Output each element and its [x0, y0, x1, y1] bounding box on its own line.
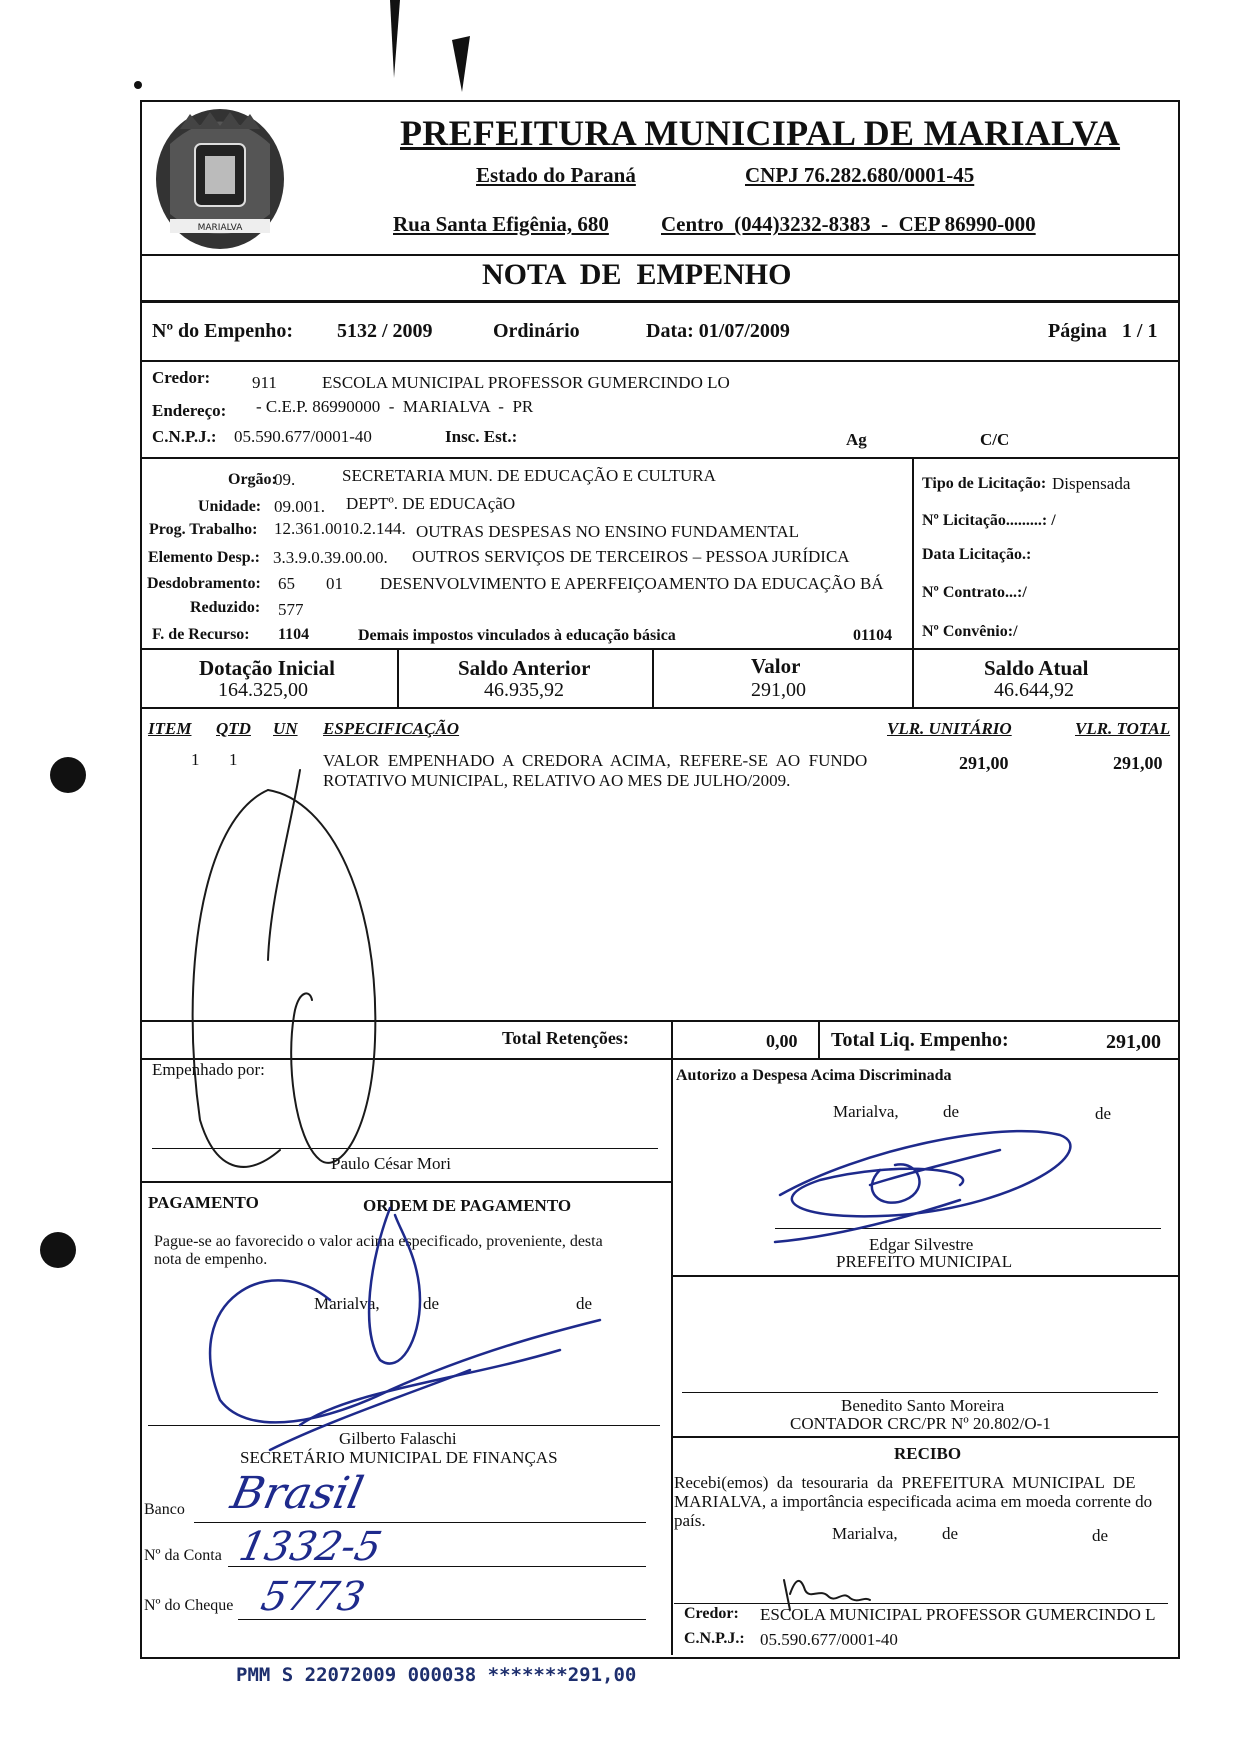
credor-code: 911 [252, 373, 277, 392]
endereco-label: Endereço: [152, 401, 227, 420]
prefeito-name: Edgar Silvestre [869, 1235, 974, 1254]
recibo-cnpj-label: C.N.P.J.: [684, 1630, 745, 1647]
pagamento-label: PAGAMENTO [148, 1193, 259, 1212]
banco-label: Banco [144, 1501, 185, 1518]
prog-trabalho-code: 12.361.0010.2.144. [274, 519, 406, 538]
cnpj-value: 05.590.677/0001-40 [234, 427, 372, 446]
reduzido-label: Reduzido: [190, 599, 261, 616]
doc-title: NOTA DE EMPENHO [482, 258, 792, 291]
item-number: 1 [191, 750, 200, 769]
street-address: Rua Santa Efigênia, 680 [393, 212, 609, 236]
cnpj-header: CNPJ 76.282.680/0001-45 [745, 163, 975, 187]
orgao-name: SECRETARIA MUN. DE EDUCAÇÃO E CULTURA [342, 466, 716, 485]
autorizo-de1: de [943, 1102, 960, 1121]
col-un: UN [273, 719, 298, 738]
retencoes-label: Total Retenções: [502, 1028, 629, 1048]
prefeitura-title: PREFEITURA MUNICIPAL DE MARIALVA [400, 113, 1121, 153]
saldo-atual-label: Saldo Atual [984, 656, 1089, 680]
recibo-text-2: MARIALVA, a importância especificada acima em moeda corrente do [674, 1492, 1153, 1511]
elemento-code: 3.3.9.0.39.00.00. [273, 548, 388, 567]
recibo-text-3: país. [674, 1511, 706, 1530]
insc-est-label: Insc. Est.: [445, 427, 518, 446]
orgao-label: Orgão: [228, 471, 277, 488]
item-total-value: 291,00 [1113, 753, 1163, 773]
recibo-cnpj-value: 05.590.677/0001-40 [760, 1630, 898, 1649]
recurso-code: 1104 [278, 626, 310, 643]
banco-handwritten-value: Brasil [226, 1468, 368, 1519]
empenhado-por-name: Paulo César Mori [331, 1154, 451, 1173]
secretario-name: Gilberto Falaschi [339, 1429, 457, 1448]
valor-label: Valor [751, 654, 801, 678]
col-qtd: QTD [216, 719, 251, 738]
secretario-role: SECRETÁRIO MUNICIPAL DE FINANÇAS [240, 1448, 558, 1467]
recibo-de1: de [942, 1524, 959, 1543]
desdobramento-label: Desdobramento: [147, 575, 261, 592]
data-licitacao: Data Licitação.: [922, 546, 1032, 563]
total-liq-value: 291,00 [1106, 1031, 1161, 1053]
saldo-atual-value: 46.644,92 [994, 679, 1074, 701]
numero-convenio: Nº Convênio:/ [922, 623, 1018, 640]
desdobramento-name: DESENVOLVIMENTO E APERFEIÇOAMENTO DA EDUCAÇÃO BÁ [380, 574, 884, 593]
address-rest: Centro (044)3232-8383 - CEP 86990-000 [661, 212, 1036, 236]
numero-licitacao: Nº Licitação.........: / [922, 512, 1056, 529]
prog-trabalho-label: Prog. Trabalho: [149, 521, 258, 538]
empenhado-por-label: Empenhado por: [152, 1060, 265, 1079]
item-unit-value: 291,00 [959, 753, 1009, 773]
pagamento-de1: de [423, 1294, 440, 1313]
col-vlr-total: VLR. TOTAL [1075, 719, 1171, 738]
cheque-label: Nº do Cheque [144, 1597, 234, 1614]
col-especificacao: ESPECIFICAÇÃO [323, 719, 460, 738]
page-number: Página 1 / 1 [1048, 320, 1158, 342]
tipo-licitacao-label: Tipo de Licitação: [922, 475, 1047, 492]
col-vlr-unitario: VLR. UNITÁRIO [887, 719, 1012, 738]
tipo-licitacao-value: Dispensada [1052, 474, 1131, 493]
endereco-value: - C.E.P. 86990000 - MARIALVA - PR [256, 397, 534, 416]
machine-stamp: PMM S 22072009 000038 *******291,00 [236, 1664, 637, 1686]
cheque-handwritten-value: 5773 [257, 1574, 369, 1620]
dotacao-value: 164.325,00 [218, 679, 308, 701]
recurso-name: Demais impostos vinculados à educação básica [358, 627, 676, 644]
recibo-de2: de [1092, 1526, 1109, 1545]
unidade-name: DEPTº. DE EDUCAçãO [346, 494, 516, 513]
ag-label: Ag [846, 430, 867, 449]
desdobramento-a: 65 [278, 574, 295, 593]
recibo-credor-label: Credor: [684, 1605, 739, 1622]
svg-text:MARIALVA: MARIALVA [197, 223, 243, 233]
autorizo-label: Autorizo a Despesa Acima Discriminada [676, 1067, 952, 1084]
valor-value: 291,00 [751, 679, 806, 701]
credor-name: ESCOLA MUNICIPAL PROFESSOR GUMERCINDO LO [322, 373, 730, 392]
empenho-label: Nº do Empenho: [152, 320, 294, 342]
elemento-label: Elemento Desp.: [148, 549, 260, 566]
conta-handwritten-value: 1332-5 [235, 1524, 386, 1570]
item-description-line2: ROTATIVO MUNICIPAL, RELATIVO AO MES DE JULHO/2009. [323, 771, 791, 790]
item-qtd: 1 [229, 750, 238, 769]
reduzido-value: 577 [278, 600, 304, 619]
pagamento-place: Marialva, [314, 1294, 380, 1313]
prog-trabalho-name: OUTRAS DESPESAS NO ENSINO FUNDAMENTAL [416, 522, 800, 541]
conta-label: Nº da Conta [144, 1547, 222, 1564]
state-name: Estado do Paraná [476, 163, 636, 187]
contador-name: Benedito Santo Moreira [841, 1396, 1005, 1415]
col-item: ITEM [148, 719, 192, 738]
cc-label: C/C [980, 430, 1010, 449]
recurso-code2: 01104 [853, 627, 893, 644]
ordem-pagamento-label: ORDEM DE PAGAMENTO [363, 1196, 572, 1215]
contador-role: CONTADOR CRC/PR Nº 20.802/O-1 [790, 1414, 1051, 1433]
saldo-anterior-label: Saldo Anterior [458, 656, 591, 680]
orgao-code: 09. [274, 470, 296, 489]
recibo-title: RECIBO [894, 1444, 962, 1463]
empenho-date: Data: 01/07/2009 [646, 320, 790, 342]
desdobramento-b: 01 [326, 574, 343, 593]
recibo-credor-value: ESCOLA MUNICIPAL PROFESSOR GUMERCINDO L [760, 1605, 1156, 1624]
recibo-place: Marialva, [832, 1524, 898, 1543]
pagamento-de2: de [576, 1294, 593, 1313]
prefeito-role: PREFEITO MUNICIPAL [836, 1252, 1013, 1271]
empenho-type: Ordinário [493, 320, 580, 342]
unidade-label: Unidade: [198, 498, 262, 515]
total-liq-label: Total Liq. Empenho: [831, 1029, 1009, 1051]
pagamento-text-2: nota de empenho. [154, 1251, 268, 1268]
dotacao-label: Dotação Inicial [199, 656, 335, 680]
recibo-text-1: Recebi(emos) da tesouraria da PREFEITURA MUNICIPAL DE [674, 1473, 1136, 1492]
credor-label: Credor: [152, 368, 211, 387]
empenho-number: 5132 / 2009 [337, 320, 433, 342]
recurso-label: F. de Recurso: [152, 626, 250, 643]
pagamento-text-1: Pague-se ao favorecido o valor acima especificado, proveniente, desta [154, 1233, 603, 1250]
autorizo-place: Marialva, [833, 1102, 899, 1121]
saldo-anterior-value: 46.935,92 [484, 679, 564, 701]
retencoes-value: 0,00 [766, 1031, 798, 1051]
item-description-line1: VALOR EMPENHADO A CREDORA ACIMA, REFERE-SE AO FUNDO [323, 751, 868, 770]
elemento-name: OUTROS SERVIÇOS DE TERCEIROS – PESSOA JURÍDICA [412, 547, 850, 566]
unidade-code: 09.001. [274, 497, 325, 516]
numero-contrato: Nº Contrato...:/ [922, 584, 1027, 601]
cnpj-label: C.N.P.J.: [152, 427, 217, 446]
autorizo-de2: de [1095, 1104, 1112, 1123]
